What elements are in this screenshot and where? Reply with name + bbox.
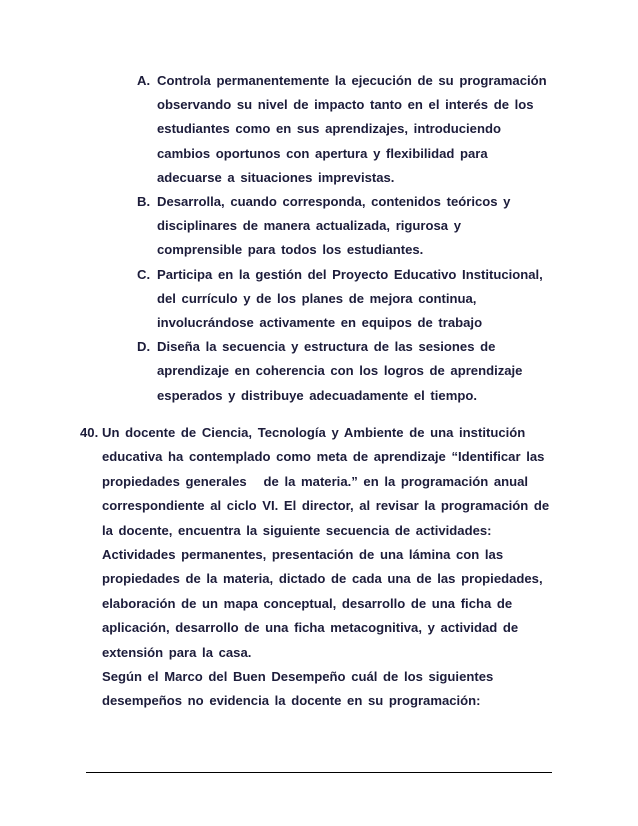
option-line: comprensible para todos los estudiantes.: [157, 242, 424, 258]
option-line: Participa en la gestión del Proyecto Educativo Institucional,: [157, 266, 543, 282]
option-b: [137, 190, 557, 263]
option-c: [137, 263, 557, 336]
question-line: propiedades generales de la materia.” en la programación anual: [102, 473, 529, 489]
question-line: elaboración de un mapa conceptual, desarrollo de una ficha de: [102, 595, 513, 611]
footer-divider: [86, 772, 552, 773]
option-text: [157, 263, 557, 336]
option-line: Diseña la secuencia y estructura de las sesiones de: [157, 339, 496, 355]
question-line: Según el Marco del Buen Desempeño cuál de los siguientes: [102, 668, 494, 684]
option-line: esperados y distribuye adecuadamente el tiempo.: [157, 387, 477, 403]
option-line: cambios oportunos con apertura y flexibilidad para: [157, 145, 488, 161]
option-text: [157, 69, 557, 190]
option-line: disciplinares de manera actualizada, rigurosa y: [157, 218, 462, 234]
option-text: [157, 335, 557, 408]
question-line: propiedades de la materia, dictado de cada una de las propiedades,: [102, 571, 543, 587]
answer-options: [137, 69, 557, 408]
question-line: la docente, encuentra la siguiente secuencia de actividades:: [102, 522, 492, 538]
question-line: aplicación, desarrollo de una ficha metacognitiva, y actividad de: [102, 620, 519, 636]
option-line: estudiantes como en sus aprendizajes, introduciendo: [157, 121, 501, 137]
option-a: [137, 69, 557, 190]
question-line: Actividades permanentes, presentación de una lámina con las: [102, 546, 504, 562]
option-line: adecuarse a situaciones imprevistas.: [157, 169, 395, 185]
question-40: [80, 421, 560, 714]
question-line: desempeños no evidencia la docente en su programación:: [102, 693, 481, 709]
question-first-line: [80, 421, 560, 445]
option-letter: A.: [137, 73, 151, 88]
option-line: del currículo y de los planes de mejora continua,: [157, 290, 477, 306]
question-number: 40.: [80, 425, 99, 440]
option-text: [157, 190, 557, 263]
option-line: Controla permanentemente la ejecución de su programación: [157, 73, 547, 88]
question-line: educativa ha contemplado como meta de aprendizaje “Identificar las: [102, 449, 545, 465]
question-line: correspondiente al ciclo VI. El director, al revisar la programación de: [102, 498, 550, 514]
option-d: [137, 335, 557, 408]
option-line: involucrándose activamente en equipos de trabajo: [157, 315, 483, 331]
option-letter: B.: [137, 194, 151, 210]
option-line: Desarrolla, cuando corresponda, contenidos teóricos y: [157, 194, 511, 210]
question-line: Un docente de Ciencia, Tecnología y Ambiente de una institución: [102, 425, 526, 440]
option-letter: D.: [137, 339, 151, 355]
question-line: extensión para la casa.: [102, 644, 252, 660]
option-line: aprendizaje en coherencia con los logros de aprendizaje: [157, 363, 523, 379]
option-line: observando su nivel de impacto tanto en el interés de los: [157, 97, 534, 113]
option-letter: C.: [137, 266, 151, 282]
